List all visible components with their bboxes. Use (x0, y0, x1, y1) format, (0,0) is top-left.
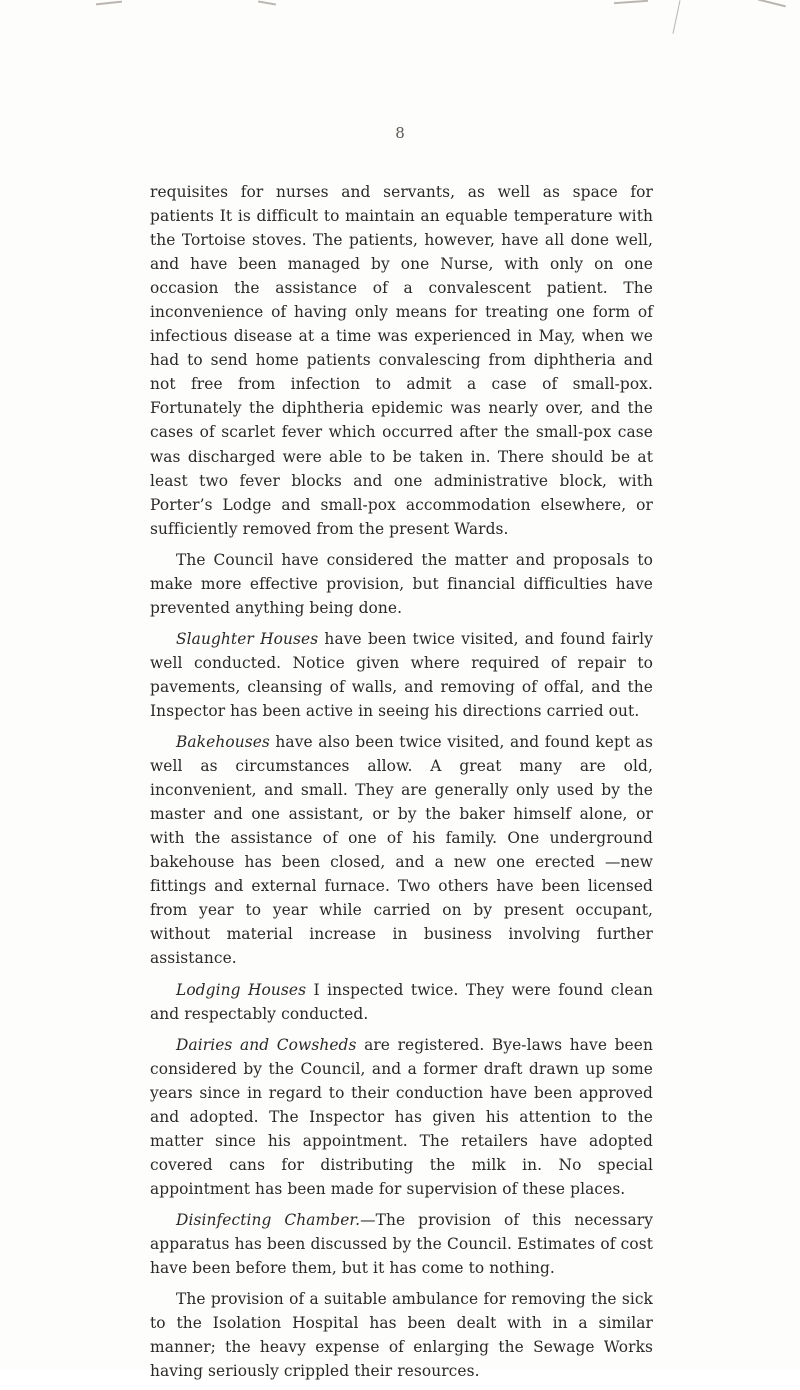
scan-mark (96, 1, 122, 6)
scan-mark (672, 0, 680, 33)
section-heading: Slaughter Houses (176, 629, 319, 648)
section-heading: Bakehouses (176, 733, 270, 752)
paragraph-text: are registered. Bye-laws have been considered by the Council, and a former draft drawn up some years since in regard to their conduction have been approved and adopted. The Inspector has given his attention to the matter since his appointment. The retailers have adopted covered cans for distributing the milk in. No special appointment has been made for supervision of these places. (150, 1035, 653, 1198)
paragraph-dairies (150, 1033, 653, 1201)
paragraph-text: requisites for nurses and servants, as well as space for patients It is difficult to maintain an equable temperature with the Tortoise stoves. The patients, however, have all done well, and have been managed by one Nurse, with only on one occasion the assistance of a convalescent patient. The inconvenience of having only means for treating one form of infectious disease at a time was experienced in May, when we had to send home patients convalescing from diphtheria and not free from infection to admit a case of small-pox. Fortunately the diphtheria epidemic was nearly over, and the cases of scarlet fever which occurred after the small-pox case was discharged were able to be taken in. There should be at least two fever blocks and one administrative block, with Porter’s Lodge and small-pox accommodation elsewhere, or sufficiently removed from the present Wards. (150, 183, 653, 538)
section-heading: Dairies and Cowsheds (176, 1035, 357, 1054)
paragraph-text: have also been twice visited, and found kept as well as circumstances allow. A great many are old, inconvenient, and small. They are generally only used by the master and one assistant, or by the baker himself alone, or with the assistance of one of his family. One underground bakehouse has been closed, and a new one erected —new fittings and external furnace. Two others have been licensed from year to year while carried on by present occupant, without material increase in business involving further assistance. (150, 733, 653, 968)
page-number: 8 (395, 124, 405, 142)
paragraph-lodging-houses (150, 978, 653, 1026)
section-heading: Disinfecting Chamber. (176, 1210, 361, 1229)
paragraph-text: The provision of a suitable ambulance for removing the sick to the Isolation Hospital has been dealt with in a similar manner; the heavy expense of enlarging the Sewage Works having seriously crippled their resources. (150, 1290, 653, 1381)
paragraph-text: I inspected twice. They were found clean and respectably conducted. (150, 980, 653, 1023)
scan-mark (258, 0, 276, 5)
section-heading: Lodging Houses (176, 980, 307, 999)
paragraph-text: have been twice visited, and found fairly well conducted. Notice given where required of repair to pavements, cleansing of walls, and removing of offal, and the Inspector has been active in seeing his directions carried out. (150, 629, 653, 720)
paragraph-slaughter-houses (150, 627, 653, 723)
paragraph-ambulance (150, 1287, 653, 1383)
body-text (150, 180, 653, 1390)
paragraph-bakehouses (150, 730, 653, 970)
paragraph-text: The Council have considered the matter and proposals to make more effective provision, but financial difficulties have prevented anything being done. (150, 550, 653, 617)
scan-mark (758, 0, 786, 7)
scan-mark (614, 0, 648, 4)
paragraph-council (150, 548, 653, 620)
paragraph-requisites (150, 180, 653, 541)
paragraph-disinfecting-chamber (150, 1208, 653, 1280)
paragraph-text: —The provision of this necessary apparatus has been discussed by the Council. Estimates of cost have been before them, but it has come to nothing. (150, 1210, 653, 1278)
